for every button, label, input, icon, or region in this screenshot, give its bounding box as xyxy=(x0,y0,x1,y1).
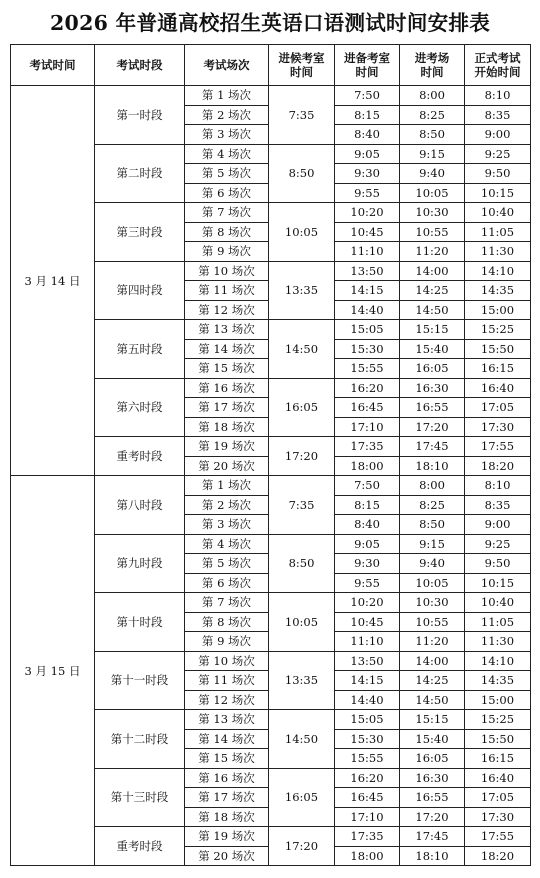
table-row xyxy=(11,476,531,496)
enter-time-cell: 18:10 xyxy=(400,846,465,866)
session-cell: 第 8 场次 xyxy=(185,222,269,242)
enter-time-cell: 15:40 xyxy=(400,729,465,749)
start-time-cell: 8:35 xyxy=(465,105,531,125)
enter-time-cell: 10:05 xyxy=(400,183,465,203)
session-cell: 第 14 场次 xyxy=(185,729,269,749)
session-cell: 第 2 场次 xyxy=(185,495,269,515)
start-time-cell: 11:05 xyxy=(465,612,531,632)
header-segment: 考试时段 xyxy=(95,45,185,86)
enter-time-cell: 18:10 xyxy=(400,456,465,476)
header-enter-line2: 时间 xyxy=(420,65,444,79)
session-cell: 第 13 场次 xyxy=(185,320,269,340)
segment-cell: 第十三时段 xyxy=(95,768,185,827)
wait-time-cell: 13:35 xyxy=(269,261,335,320)
prep-time-cell: 17:10 xyxy=(335,417,400,437)
start-time-cell: 15:25 xyxy=(465,320,531,340)
prep-time-cell: 9:55 xyxy=(335,573,400,593)
session-cell: 第 14 场次 xyxy=(185,339,269,359)
wait-time-cell: 14:50 xyxy=(269,320,335,379)
prep-time-cell: 11:10 xyxy=(335,632,400,652)
wait-time-cell: 13:35 xyxy=(269,651,335,710)
start-time-cell: 11:30 xyxy=(465,632,531,652)
session-cell: 第 19 场次 xyxy=(185,827,269,847)
session-cell: 第 9 场次 xyxy=(185,242,269,262)
wait-time-cell: 10:05 xyxy=(269,593,335,652)
segment-cell: 第五时段 xyxy=(95,320,185,379)
enter-time-cell: 9:40 xyxy=(400,164,465,184)
session-cell: 第 19 场次 xyxy=(185,437,269,457)
session-cell: 第 4 场次 xyxy=(185,534,269,554)
enter-time-cell: 16:30 xyxy=(400,768,465,788)
prep-time-cell: 14:15 xyxy=(335,671,400,691)
start-time-cell: 17:30 xyxy=(465,417,531,437)
header-prep-line2: 时间 xyxy=(355,65,379,79)
header-prep-line1: 进备考室 xyxy=(344,51,390,65)
wait-time-cell: 16:05 xyxy=(269,768,335,827)
session-cell: 第 12 场次 xyxy=(185,300,269,320)
start-time-cell: 9:25 xyxy=(465,534,531,554)
header-enter-time xyxy=(400,45,465,86)
prep-time-cell: 7:50 xyxy=(335,86,400,106)
segment-cell: 第六时段 xyxy=(95,378,185,437)
prep-time-cell: 16:20 xyxy=(335,768,400,788)
enter-time-cell: 9:15 xyxy=(400,144,465,164)
prep-time-cell: 8:40 xyxy=(335,515,400,535)
session-cell: 第 3 场次 xyxy=(185,125,269,145)
prep-time-cell: 18:00 xyxy=(335,456,400,476)
session-cell: 第 2 场次 xyxy=(185,105,269,125)
start-time-cell: 18:20 xyxy=(465,456,531,476)
session-cell: 第 15 场次 xyxy=(185,359,269,379)
session-cell: 第 10 场次 xyxy=(185,261,269,281)
prep-time-cell: 17:10 xyxy=(335,807,400,827)
segment-cell: 第一时段 xyxy=(95,86,185,145)
date-cell: 3 月 15 日 xyxy=(11,476,95,866)
session-cell: 第 8 场次 xyxy=(185,612,269,632)
session-cell: 第 18 场次 xyxy=(185,417,269,437)
enter-time-cell: 14:25 xyxy=(400,281,465,301)
start-time-cell: 16:15 xyxy=(465,749,531,769)
enter-time-cell: 17:45 xyxy=(400,437,465,457)
start-time-cell: 9:00 xyxy=(465,515,531,535)
prep-time-cell: 10:45 xyxy=(335,222,400,242)
session-cell: 第 11 场次 xyxy=(185,671,269,691)
prep-time-cell: 16:20 xyxy=(335,378,400,398)
wait-time-cell: 7:35 xyxy=(269,476,335,535)
prep-time-cell: 9:30 xyxy=(335,164,400,184)
header-start-line1: 正式考试 xyxy=(474,51,521,65)
enter-time-cell: 11:20 xyxy=(400,632,465,652)
enter-time-cell: 17:45 xyxy=(400,827,465,847)
header-prep-time xyxy=(335,45,400,86)
enter-time-cell: 17:20 xyxy=(400,417,465,437)
header-session: 考试场次 xyxy=(185,45,269,86)
start-time-cell: 17:05 xyxy=(465,788,531,808)
prep-time-cell: 10:45 xyxy=(335,612,400,632)
prep-time-cell: 8:15 xyxy=(335,495,400,515)
prep-time-cell: 14:15 xyxy=(335,281,400,301)
enter-time-cell: 17:20 xyxy=(400,807,465,827)
start-time-cell: 14:35 xyxy=(465,671,531,691)
prep-time-cell: 9:30 xyxy=(335,554,400,574)
prep-time-cell: 15:55 xyxy=(335,359,400,379)
date-cell: 3 月 14 日 xyxy=(11,86,95,476)
session-cell: 第 16 场次 xyxy=(185,378,269,398)
prep-time-cell: 8:15 xyxy=(335,105,400,125)
start-time-cell: 15:25 xyxy=(465,710,531,730)
session-cell: 第 10 场次 xyxy=(185,651,269,671)
start-time-cell: 16:40 xyxy=(465,768,531,788)
enter-time-cell: 8:25 xyxy=(400,105,465,125)
start-time-cell: 16:15 xyxy=(465,359,531,379)
session-cell: 第 18 场次 xyxy=(185,807,269,827)
segment-cell: 第十时段 xyxy=(95,593,185,652)
header-wait-line1: 进候考室 xyxy=(278,51,325,65)
start-time-cell: 14:35 xyxy=(465,281,531,301)
session-cell: 第 1 场次 xyxy=(185,476,269,496)
header-wait-line2: 时间 xyxy=(290,65,313,79)
header-enter-line1: 进考场 xyxy=(414,51,450,65)
session-cell: 第 9 场次 xyxy=(185,632,269,652)
start-time-cell: 10:40 xyxy=(465,593,531,613)
enter-time-cell: 14:00 xyxy=(400,651,465,671)
header-date: 考试时间 xyxy=(11,45,95,86)
start-time-cell: 8:35 xyxy=(465,495,531,515)
start-time-cell: 9:50 xyxy=(465,554,531,574)
prep-time-cell: 18:00 xyxy=(335,846,400,866)
prep-time-cell: 9:05 xyxy=(335,534,400,554)
prep-time-cell: 15:05 xyxy=(335,320,400,340)
prep-time-cell: 14:40 xyxy=(335,300,400,320)
segment-cell: 第十二时段 xyxy=(95,710,185,769)
segment-cell: 第十一时段 xyxy=(95,651,185,710)
prep-time-cell: 10:20 xyxy=(335,203,400,223)
start-time-cell: 11:05 xyxy=(465,222,531,242)
header-wait-time xyxy=(269,45,335,86)
start-time-cell: 17:55 xyxy=(465,827,531,847)
segment-cell: 第四时段 xyxy=(95,261,185,320)
prep-time-cell: 15:05 xyxy=(335,710,400,730)
prep-time-cell: 7:50 xyxy=(335,476,400,496)
session-cell: 第 17 场次 xyxy=(185,398,269,418)
enter-time-cell: 16:05 xyxy=(400,359,465,379)
start-time-cell: 9:00 xyxy=(465,125,531,145)
enter-time-cell: 8:00 xyxy=(400,476,465,496)
start-time-cell: 17:05 xyxy=(465,398,531,418)
header-start-line2: 开始时间 xyxy=(474,65,521,79)
start-time-cell: 8:10 xyxy=(465,476,531,496)
start-time-cell: 16:40 xyxy=(465,378,531,398)
prep-time-cell: 9:05 xyxy=(335,144,400,164)
session-cell: 第 20 场次 xyxy=(185,456,269,476)
prep-time-cell: 15:30 xyxy=(335,339,400,359)
enter-time-cell: 16:55 xyxy=(400,398,465,418)
enter-time-cell: 16:30 xyxy=(400,378,465,398)
start-time-cell: 10:40 xyxy=(465,203,531,223)
prep-time-cell: 14:40 xyxy=(335,690,400,710)
wait-time-cell: 17:20 xyxy=(269,437,335,476)
enter-time-cell: 8:50 xyxy=(400,515,465,535)
wait-time-cell: 8:50 xyxy=(269,144,335,203)
prep-time-cell: 10:20 xyxy=(335,593,400,613)
prep-time-cell: 11:10 xyxy=(335,242,400,262)
prep-time-cell: 17:35 xyxy=(335,827,400,847)
enter-time-cell: 16:05 xyxy=(400,749,465,769)
enter-time-cell: 15:15 xyxy=(400,710,465,730)
enter-time-cell: 8:25 xyxy=(400,495,465,515)
enter-time-cell: 14:25 xyxy=(400,671,465,691)
start-time-cell: 15:50 xyxy=(465,339,531,359)
session-cell: 第 7 场次 xyxy=(185,203,269,223)
prep-time-cell: 16:45 xyxy=(335,398,400,418)
session-cell: 第 7 场次 xyxy=(185,593,269,613)
start-time-cell: 15:50 xyxy=(465,729,531,749)
session-cell: 第 17 场次 xyxy=(185,788,269,808)
wait-time-cell: 17:20 xyxy=(269,827,335,866)
session-cell: 第 6 场次 xyxy=(185,573,269,593)
enter-time-cell: 8:00 xyxy=(400,86,465,106)
schedule-body xyxy=(11,86,531,866)
start-time-cell: 17:55 xyxy=(465,437,531,457)
prep-time-cell: 17:35 xyxy=(335,437,400,457)
enter-time-cell: 10:55 xyxy=(400,612,465,632)
enter-time-cell: 10:05 xyxy=(400,573,465,593)
segment-cell: 重考时段 xyxy=(95,437,185,476)
enter-time-cell: 10:30 xyxy=(400,593,465,613)
start-time-cell: 8:10 xyxy=(465,86,531,106)
enter-time-cell: 15:40 xyxy=(400,339,465,359)
start-time-cell: 9:50 xyxy=(465,164,531,184)
segment-cell: 第三时段 xyxy=(95,203,185,262)
prep-time-cell: 13:50 xyxy=(335,261,400,281)
wait-time-cell: 14:50 xyxy=(269,710,335,769)
start-time-cell: 10:15 xyxy=(465,183,531,203)
session-cell: 第 5 场次 xyxy=(185,554,269,574)
start-time-cell: 18:20 xyxy=(465,846,531,866)
enter-time-cell: 14:00 xyxy=(400,261,465,281)
table-row xyxy=(11,86,531,106)
schedule-table xyxy=(10,44,531,866)
segment-cell: 第二时段 xyxy=(95,144,185,203)
enter-time-cell: 14:50 xyxy=(400,690,465,710)
prep-time-cell: 15:55 xyxy=(335,749,400,769)
header-row xyxy=(11,45,531,86)
prep-time-cell: 9:55 xyxy=(335,183,400,203)
enter-time-cell: 11:20 xyxy=(400,242,465,262)
prep-time-cell: 8:40 xyxy=(335,125,400,145)
start-time-cell: 17:30 xyxy=(465,807,531,827)
enter-time-cell: 14:50 xyxy=(400,300,465,320)
enter-time-cell: 16:55 xyxy=(400,788,465,808)
session-cell: 第 11 场次 xyxy=(185,281,269,301)
session-cell: 第 12 场次 xyxy=(185,690,269,710)
start-time-cell: 9:25 xyxy=(465,144,531,164)
session-cell: 第 16 场次 xyxy=(185,768,269,788)
enter-time-cell: 10:30 xyxy=(400,203,465,223)
start-time-cell: 14:10 xyxy=(465,261,531,281)
header-start-time xyxy=(465,45,531,86)
session-cell: 第 4 场次 xyxy=(185,144,269,164)
page-title: 2026 年普通高校招生英语口语测试时间安排表 xyxy=(49,11,491,35)
wait-time-cell: 10:05 xyxy=(269,203,335,262)
start-time-cell: 14:10 xyxy=(465,651,531,671)
session-cell: 第 15 场次 xyxy=(185,749,269,769)
enter-time-cell: 15:15 xyxy=(400,320,465,340)
session-cell: 第 6 场次 xyxy=(185,183,269,203)
enter-time-cell: 9:40 xyxy=(400,554,465,574)
start-time-cell: 11:30 xyxy=(465,242,531,262)
session-cell: 第 13 场次 xyxy=(185,710,269,730)
start-time-cell: 10:15 xyxy=(465,573,531,593)
wait-time-cell: 7:35 xyxy=(269,86,335,145)
wait-time-cell: 16:05 xyxy=(269,378,335,437)
session-cell: 第 20 场次 xyxy=(185,846,269,866)
segment-cell: 第九时段 xyxy=(95,534,185,593)
session-cell: 第 5 场次 xyxy=(185,164,269,184)
prep-time-cell: 16:45 xyxy=(335,788,400,808)
start-time-cell: 15:00 xyxy=(465,300,531,320)
session-cell: 第 3 场次 xyxy=(185,515,269,535)
prep-time-cell: 15:30 xyxy=(335,729,400,749)
segment-cell: 重考时段 xyxy=(95,827,185,866)
start-time-cell: 15:00 xyxy=(465,690,531,710)
enter-time-cell: 10:55 xyxy=(400,222,465,242)
prep-time-cell: 13:50 xyxy=(335,651,400,671)
wait-time-cell: 8:50 xyxy=(269,534,335,593)
session-cell: 第 1 场次 xyxy=(185,86,269,106)
segment-cell: 第八时段 xyxy=(95,476,185,535)
enter-time-cell: 8:50 xyxy=(400,125,465,145)
enter-time-cell: 9:15 xyxy=(400,534,465,554)
